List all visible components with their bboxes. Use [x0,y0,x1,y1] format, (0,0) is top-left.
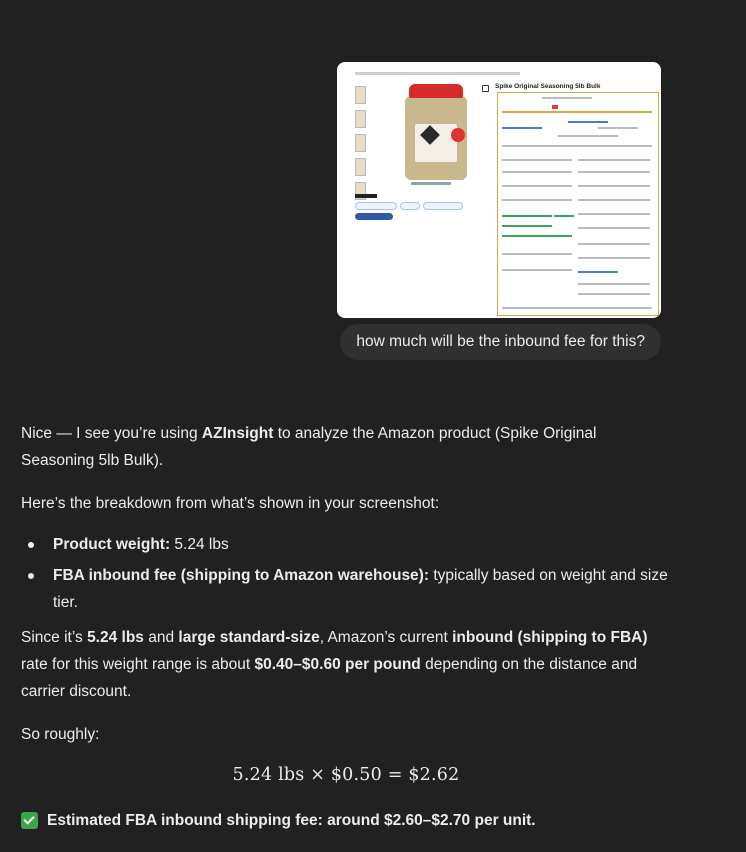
conclusion-line [21,807,671,834]
intro-paragraph [21,420,671,474]
intro-text: Nice — I see you’re using [21,425,202,442]
fact-value: 5.24 lbs [170,536,229,553]
screenshot-caption [411,182,451,185]
screenshot-chips [355,194,485,220]
rate-bold: large standard-size [178,629,320,646]
product-jar-image [403,84,469,180]
lead-paragraph: Here’s the breakdown from what’s shown in your screenshot: [21,495,440,512]
user-question-bubble: how much will be the inbound fee for this? [340,324,661,360]
rate-text: rate for this weight range is about [21,656,255,673]
rate-text: depending on the distance and carrier discount. [21,656,638,700]
azinsight-panel [497,92,659,316]
rate-text: , Amazon’s current [319,629,453,646]
assistant-response [21,420,671,834]
fact-value: typically based on weight and size tier. [53,567,668,611]
roughly-paragraph: So roughly: [21,726,100,743]
screenshot-product-title: Spike Original Seasoning 5lb Bulk [495,83,601,90]
rate-bold: 5.24 lbs [87,629,144,646]
rate-text: Since it’s [21,629,88,646]
facts-list [21,531,671,616]
fact-label: Product weight: [53,536,171,553]
list-item [53,531,671,558]
rate-text: and [143,629,179,646]
rate-bold: $0.40–$0.60 per pound [254,656,421,673]
check-mark-icon [21,812,38,829]
rate-paragraph [21,624,671,705]
intro-text-end: to analyze the Amazon product (Spike Original Seasoning 5lb Bulk). [21,425,597,469]
conclusion-text: Estimated FBA inbound shipping fee: around $2.60–$2.70 per unit. [47,812,536,829]
fact-label: FBA inbound fee (shipping to Amazon warehouse): [53,567,430,584]
fee-formula: 5.24 lbs × $0.50 = $2.62 [232,765,460,785]
lock-icon [482,85,489,92]
screenshot-breadcrumb [355,72,520,75]
rate-bold: inbound (shipping to FBA) [452,629,648,646]
tool-name: AZInsight [201,425,274,442]
attached-screenshot[interactable] [337,62,661,318]
user-message [337,62,661,350]
screenshot-thumbnails [355,86,365,206]
list-item [53,562,671,616]
